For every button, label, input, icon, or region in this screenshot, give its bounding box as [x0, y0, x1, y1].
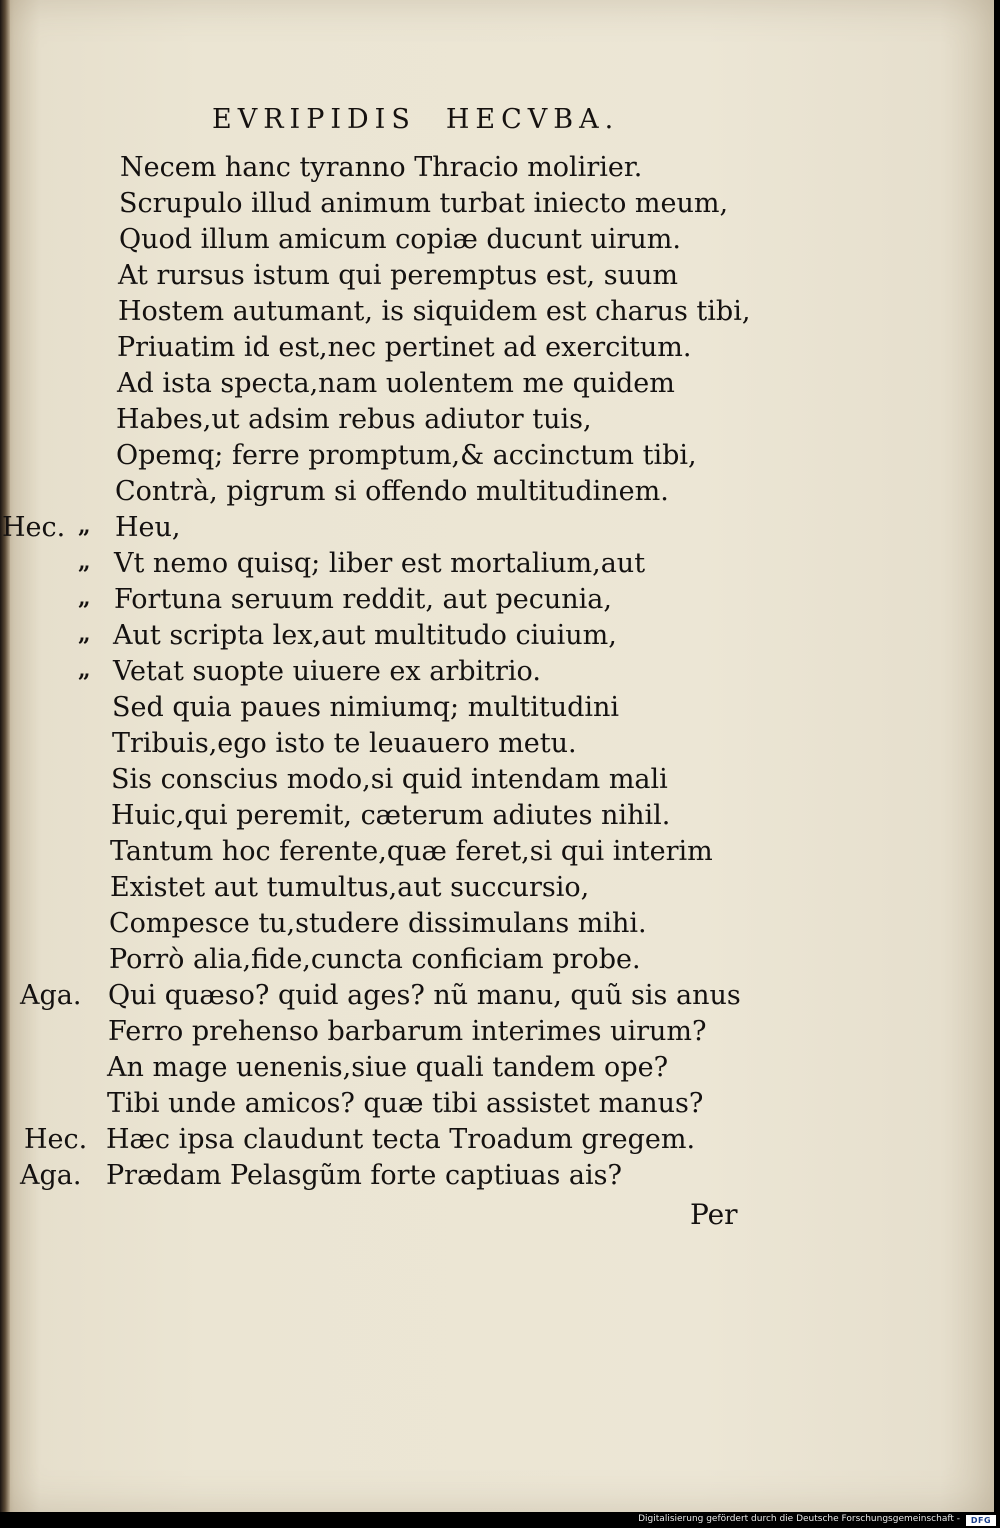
verse-line: [0, 1122, 994, 1158]
sententia-marker: „: [78, 657, 91, 683]
verse-line: [0, 762, 994, 798]
speaker-label: Hec.: [24, 1124, 88, 1155]
verse-line: [0, 726, 994, 762]
verse-line-text: Tribuis,ego isto te leuauero metu.: [112, 728, 577, 759]
header-author: EVRIPIDIS: [212, 104, 416, 135]
verse-line-text: At rursus istum qui peremptus est, suum: [118, 260, 678, 291]
verse-line: [0, 474, 994, 510]
verse-line-text: Quod illum amicum copiæ ducunt uirum.: [119, 224, 681, 255]
verse-line-text: Opemq; ferre promptum,& accinctum tibi,: [116, 440, 697, 471]
verse-line-text: Vt nemo quisq; liber est mortalium,aut: [114, 548, 646, 579]
verse-line: [0, 798, 994, 834]
sententia-marker: „: [78, 513, 91, 539]
verse-line-text: Priuatim id est,nec pertinet ad exercitum.: [117, 332, 692, 363]
verse-line: [0, 834, 994, 870]
verse-line-text: Porrò alia,fide,cuncta conficiam probe.: [109, 944, 641, 975]
verse-line: [0, 870, 994, 906]
verse-line: [0, 1050, 994, 1086]
speaker-label: Hec.: [2, 512, 66, 543]
verse-line: [0, 402, 994, 438]
verse-line: [0, 582, 994, 618]
verse-line-text: Compesce tu,studere dissimulans mihi.: [109, 908, 647, 939]
speaker-label: Aga.: [20, 980, 82, 1011]
verse-line: [0, 258, 994, 294]
verse-line-text: Ferro prehenso barbarum interimes uirum?: [108, 1016, 707, 1047]
verse-text: [0, 150, 994, 1194]
verse-line-text: Scrupulo illud animum turbat iniecto meum,: [119, 188, 729, 219]
verse-line-text: Vetat suopte uiuere ex arbitrio.: [113, 656, 541, 687]
verse-line-text: Tibi unde amicos? quæ tibi assistet manus?: [107, 1088, 704, 1119]
verse-line-text: Fortuna seruum reddit, aut pecunia,: [114, 584, 612, 615]
verse-line: [0, 1158, 994, 1194]
verse-line-text: Prædam Pelasgũm forte captiuas ais?: [106, 1160, 622, 1191]
verse-line-text: Sis conscius modo,si quid intendam mali: [111, 764, 668, 795]
verse-line-text: Aut scripta lex,aut multitudo ciuium,: [113, 620, 617, 651]
verse-line-text: Huic,qui peremit, cæterum adiutes nihil.: [111, 800, 671, 831]
verse-line-text: Heu,: [115, 512, 181, 543]
verse-line: [0, 690, 994, 726]
running-header: [212, 104, 692, 135]
verse-line-text: Ad ista specta,nam uolentem me quidem: [117, 368, 675, 399]
verse-line: [0, 294, 994, 330]
funding-credit: Digitalisierung gefördert durch die Deutsche Forschungsgemeinschaft -: [638, 1514, 960, 1524]
verse-line-text: Sed quia paues nimiumq; multitudini: [112, 692, 620, 723]
verse-line: [0, 906, 994, 942]
verse-line-text: Contrà, pigrum si offendo multitudinem.: [115, 476, 669, 507]
verse-line-text: Hæc ipsa claudunt tecta Troadum gregem.: [106, 1124, 696, 1155]
verse-line-text: Necem hanc tyranno Thracio molirier.: [120, 152, 643, 183]
verse-line: [0, 222, 994, 258]
verse-line: [0, 942, 994, 978]
verse-line-text: Tantum hoc ferente,quæ feret,si qui interim: [110, 836, 713, 867]
verse-line-text: Qui quæso? quid ages? nũ manu, quũ sis anus: [108, 980, 741, 1011]
catchword: Per: [690, 1198, 738, 1231]
verse-line-text: Existet aut tumultus,aut succursio,: [110, 872, 590, 903]
verse-line: [0, 618, 994, 654]
verse-line-text: Habes,ut adsim rebus adiutor tuis,: [116, 404, 592, 435]
speaker-label: Aga.: [20, 1160, 82, 1191]
dfg-logo: DFG: [966, 1515, 996, 1526]
verse-line: [0, 1086, 994, 1122]
verse-line: [0, 150, 994, 186]
verse-line: [0, 978, 994, 1014]
sententia-marker: „: [78, 585, 91, 611]
sententia-marker: „: [78, 621, 91, 647]
header-title: HECVBA.: [445, 104, 620, 135]
verse-line: [0, 438, 994, 474]
verse-line: [0, 510, 994, 546]
sententia-marker: „: [78, 549, 91, 575]
verse-line: [0, 186, 994, 222]
verse-line-text: An mage uenenis,siue quali tandem ope?: [107, 1052, 669, 1083]
verse-line: [0, 546, 994, 582]
verse-line: [0, 654, 994, 690]
verse-line-text: Hostem autumant, is siquidem est charus tibi,: [118, 296, 751, 327]
verse-line: [0, 330, 994, 366]
verse-line: [0, 366, 994, 402]
verse-line: [0, 1014, 994, 1050]
